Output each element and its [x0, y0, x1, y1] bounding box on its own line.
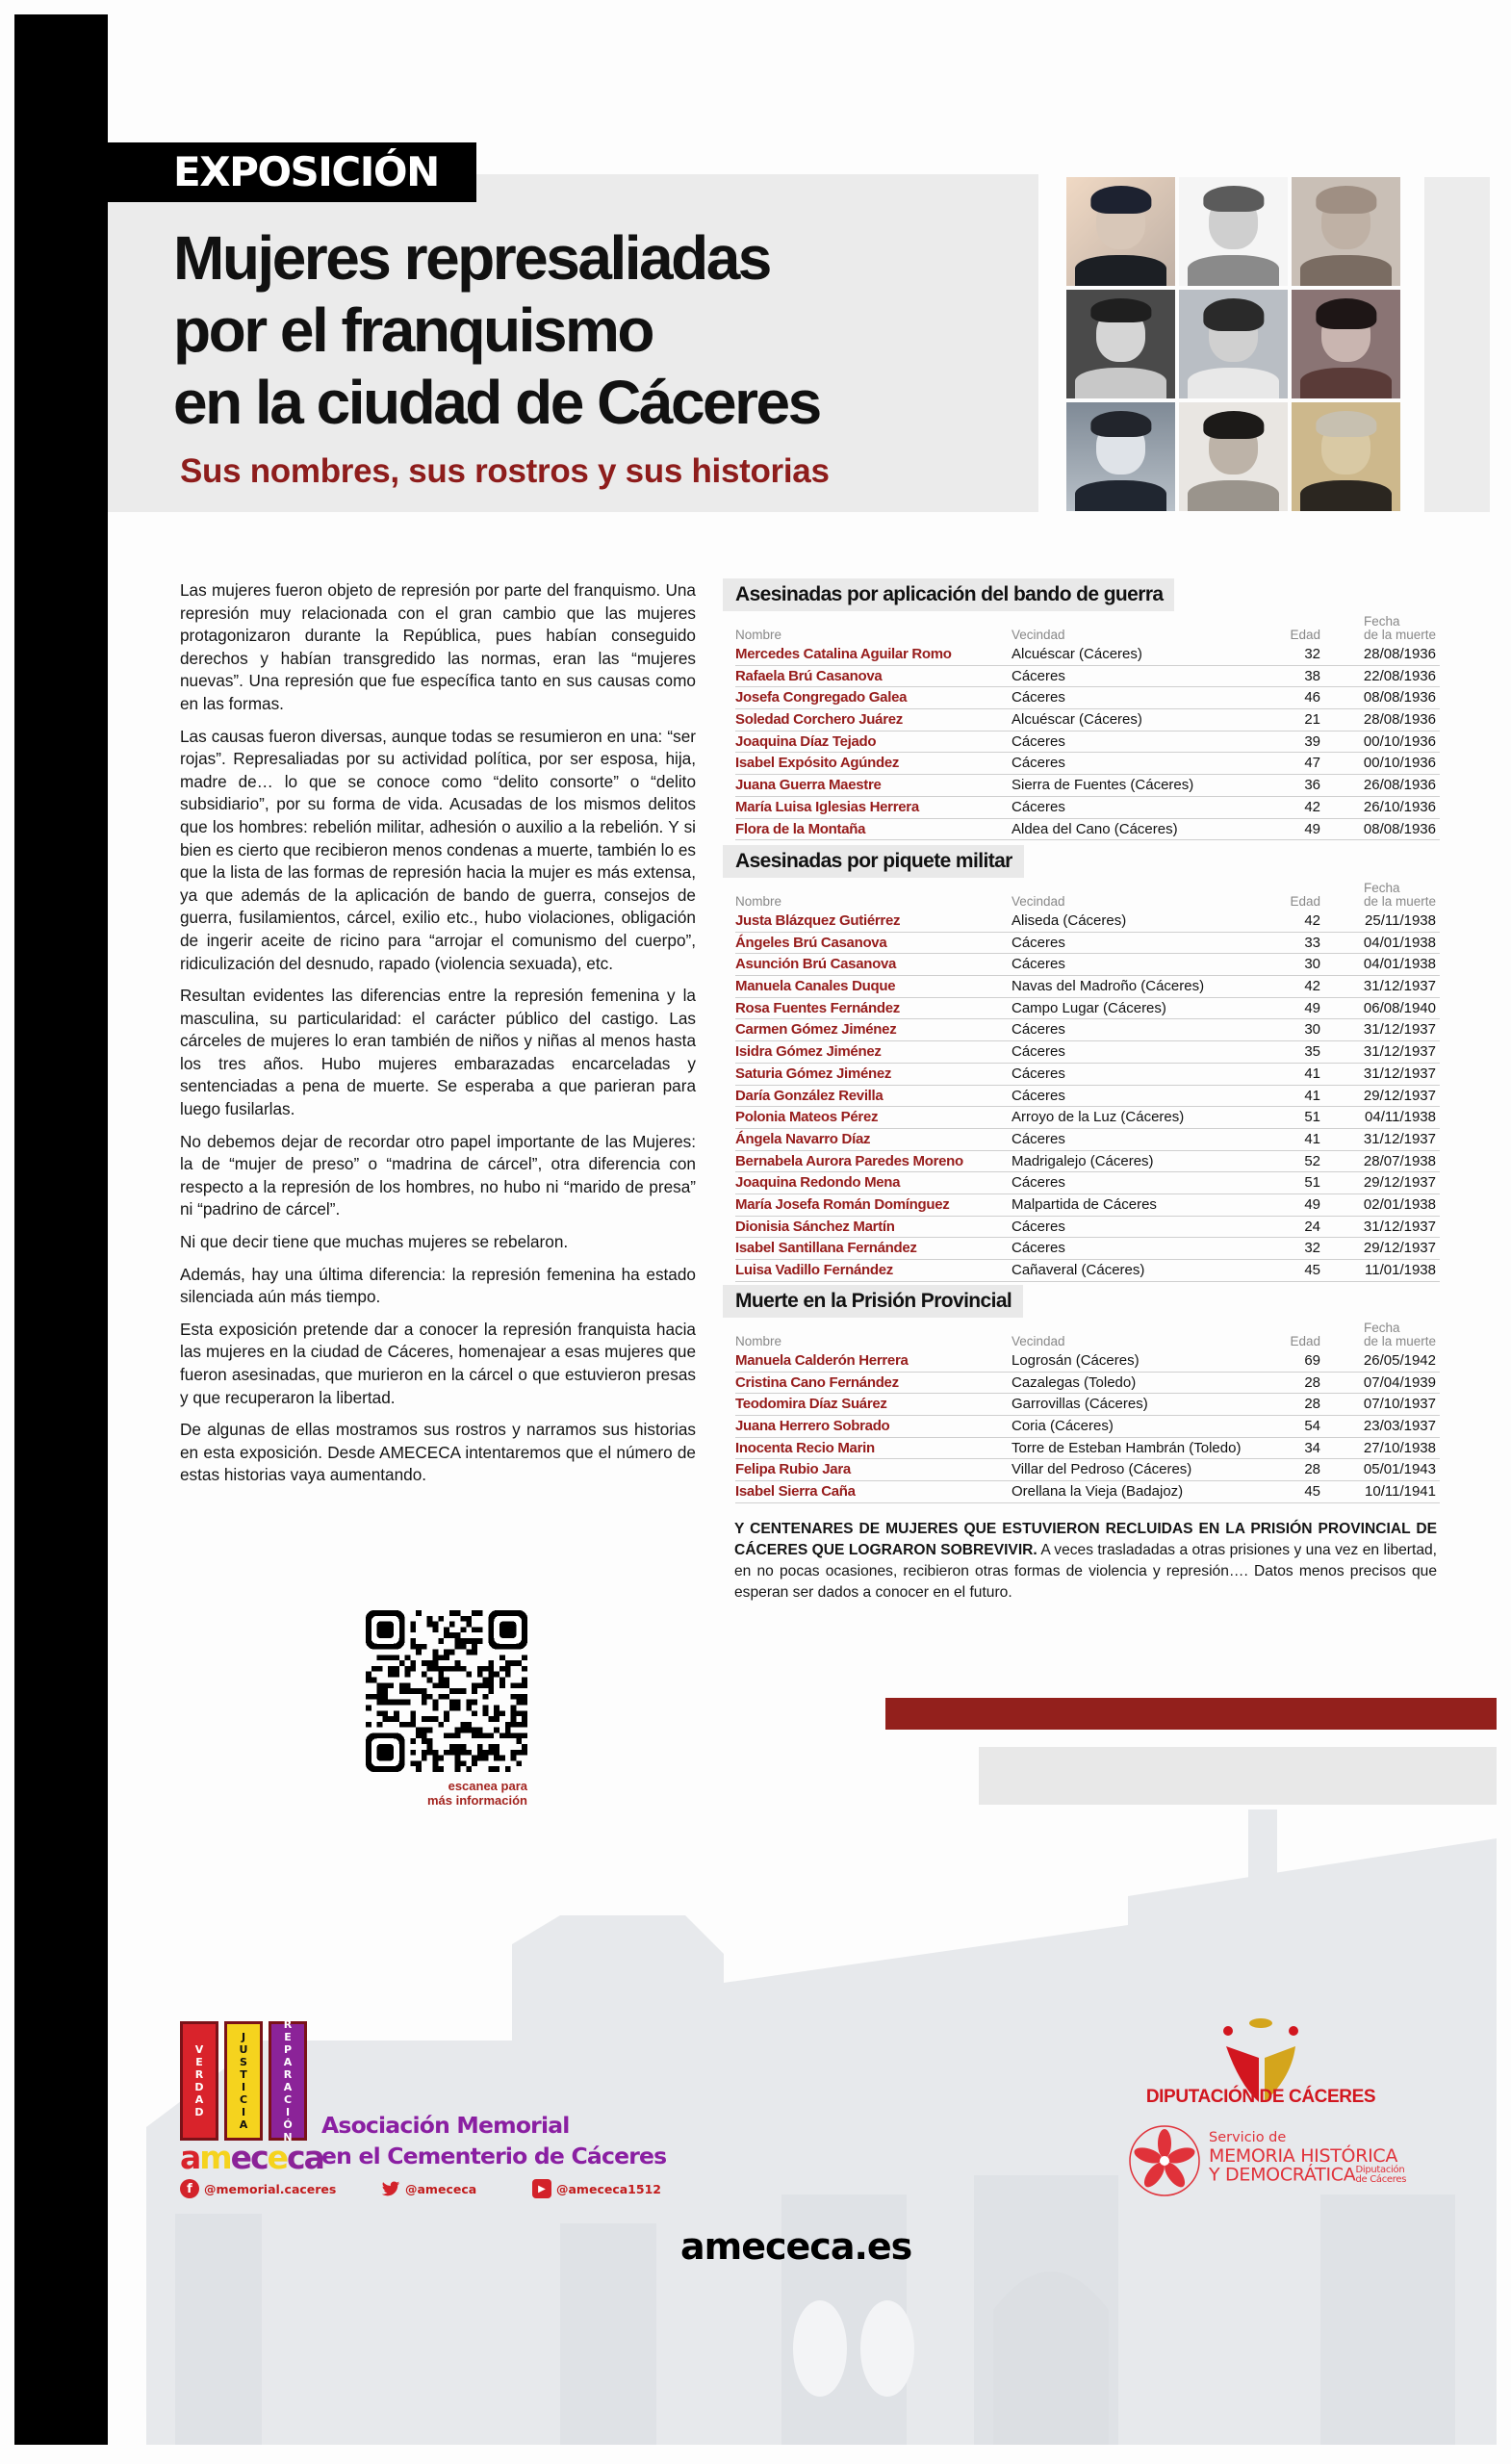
row-vecindad: Cáceres [1012, 1174, 1065, 1192]
column-nombre: Nombre [735, 628, 782, 642]
row-name: Polonia Mateos Pérez [735, 1109, 879, 1126]
column-nombre: Nombre [735, 894, 782, 909]
row-edad: 28 [1304, 1461, 1320, 1478]
portrait-photo [1292, 177, 1400, 286]
row-edad: 34 [1304, 1439, 1320, 1456]
row-vecindad: Cáceres [1012, 755, 1065, 772]
table-row [735, 1041, 1440, 1064]
facebook-link[interactable] [180, 2179, 336, 2198]
row-edad: 24 [1304, 1218, 1320, 1235]
table-row [735, 911, 1440, 933]
row-edad: 41 [1304, 1130, 1320, 1147]
row-name: Manuela Calderón Herrera [735, 1352, 909, 1369]
column-fecha-line-1: Fecha [1363, 614, 1400, 629]
table-row [735, 1086, 1440, 1108]
column-edad: Edad [1290, 894, 1320, 909]
column-fecha [1364, 1322, 1436, 1348]
row-edad: 36 [1304, 777, 1320, 794]
table-row [735, 998, 1440, 1020]
column-fecha-line-2: de la muerte [1363, 1334, 1436, 1348]
building-background-image [108, 1810, 1497, 2445]
column-fecha-line-2: de la muerte [1363, 894, 1436, 909]
memoria-sub-2: de Cáceres [1355, 2174, 1407, 2185]
table-piquete-militar [723, 845, 1440, 1282]
table-row [735, 1481, 1440, 1503]
association-name-line-1: Asociación Memorial [321, 2112, 570, 2139]
subtitle: Sus nombres, sus rostros y sus historias [180, 452, 830, 490]
memoria-line-3: Y DEMOCRÁTICA [1209, 2164, 1356, 2186]
row-name: Asunción Brú Casanova [735, 956, 897, 973]
row-vecindad: Cáceres [1012, 1240, 1065, 1257]
row-edad: 38 [1304, 667, 1320, 684]
title-line-1: Mujeres represaliadas [173, 223, 770, 293]
row-fecha: 23/03/1937 [1363, 1418, 1436, 1435]
row-fecha: 28/08/1936 [1363, 711, 1436, 729]
column-fecha [1364, 615, 1436, 642]
column-vecindad: Vecindad [1012, 894, 1065, 909]
memoria-historica-text [1209, 2129, 1406, 2185]
left-black-bar [14, 14, 108, 2445]
table-row [735, 1172, 1440, 1194]
closing-bold: Y CENTENARES DE MUJERES QUE ESTUVIERON RECLUIDAS EN LA PRISIÓN PROVINCIAL DE CÁCERES QUE LOGRARON SOBREVIVIR. [734, 1521, 1437, 1558]
portrait-photo [1292, 402, 1400, 511]
row-vecindad: Garrovillas (Cáceres) [1012, 1396, 1148, 1413]
table-bando-de-guerra [723, 578, 1440, 840]
row-fecha: 22/08/1936 [1363, 667, 1436, 684]
row-name: Rosa Fuentes Fernández [735, 999, 900, 1016]
table-row [735, 1438, 1440, 1460]
row-edad: 35 [1304, 1043, 1320, 1061]
row-name: Dionisia Sánchez Martín [735, 1218, 895, 1235]
row-fecha: 26/05/1942 [1363, 1352, 1436, 1369]
row-name: Juana Guerra Maestre [735, 777, 882, 794]
row-name: Isabel Santillana Fernández [735, 1240, 917, 1257]
row-fecha: 06/08/1940 [1363, 999, 1436, 1016]
row-edad: 51 [1304, 1109, 1320, 1126]
portrait-photo [1066, 290, 1175, 398]
column-fecha [1364, 882, 1436, 909]
row-name: Rafaela Brú Casanova [735, 667, 883, 684]
row-vecindad: Cáceres [1012, 1130, 1065, 1147]
youtube-icon: ▶ [532, 2179, 551, 2198]
table-row [735, 1416, 1440, 1438]
amececa-logo [180, 2018, 323, 2176]
table-row [735, 1107, 1440, 1129]
table-row [735, 954, 1440, 976]
column-edad: Edad [1290, 1334, 1320, 1348]
stripe-text: J U S T I C I A [239, 2031, 248, 2131]
row-fecha: 05/01/1943 [1363, 1461, 1436, 1478]
column-fecha-line-1: Fecha [1363, 881, 1400, 895]
row-vecindad: Cáceres [1012, 1218, 1065, 1235]
table-row [735, 1373, 1440, 1395]
row-edad: 52 [1304, 1152, 1320, 1169]
row-vecindad: Cáceres [1012, 1043, 1065, 1061]
portrait-grid [1066, 177, 1401, 512]
column-vecindad: Vecindad [1012, 1334, 1065, 1348]
row-vecindad: Cáceres [1012, 689, 1065, 706]
portrait-photo [1066, 402, 1175, 511]
qr-caption-line-1: escanea para [448, 1779, 527, 1793]
column-fecha-line-2: de la muerte [1363, 628, 1436, 642]
row-vecindad: Cáceres [1012, 934, 1065, 951]
row-name: Mercedes Catalina Aguilar Romo [735, 646, 952, 662]
row-edad: 21 [1304, 711, 1320, 729]
portrait-photo [1066, 177, 1175, 286]
row-vecindad: Cazalegas (Toledo) [1012, 1373, 1137, 1391]
column-fecha-line-1: Fecha [1363, 1321, 1400, 1335]
row-edad: 49 [1304, 820, 1320, 837]
table-section-title: Muerte en la Prisión Provincial [723, 1285, 1023, 1318]
amececa-logo-word: amececa [180, 2139, 323, 2176]
header-gray-strip [1424, 177, 1490, 512]
row-edad: 28 [1304, 1373, 1320, 1391]
row-edad: 32 [1304, 1240, 1320, 1257]
portrait-photo [1179, 177, 1288, 286]
row-edad: 54 [1304, 1418, 1320, 1435]
row-edad: 32 [1304, 646, 1320, 662]
row-edad: 39 [1304, 732, 1320, 750]
memoria-flower-icon [1126, 2122, 1203, 2199]
table-row [735, 819, 1440, 841]
row-name: Inocenta Recio Marin [735, 1439, 875, 1456]
column-vecindad: Vecindad [1012, 628, 1065, 642]
row-fecha: 25/11/1938 [1365, 912, 1436, 929]
table-row [735, 1394, 1440, 1416]
row-fecha: 29/12/1937 [1363, 1240, 1436, 1257]
qr-caption-line-2: más información [426, 1793, 527, 1808]
row-edad: 46 [1304, 689, 1320, 706]
row-fecha: 10/11/1941 [1365, 1483, 1436, 1501]
logo-stripe-verdad [180, 2021, 218, 2141]
row-edad: 42 [1304, 798, 1320, 815]
portrait-photo [1292, 290, 1400, 398]
row-fecha: 31/12/1937 [1363, 1130, 1436, 1147]
table-row [735, 644, 1440, 666]
table-prision-provincial [723, 1285, 1440, 1503]
row-fecha: 27/10/1938 [1363, 1439, 1436, 1456]
table-row [735, 1217, 1440, 1239]
stripe-text: R E P A R A C I Ó N [283, 2018, 293, 2143]
row-fecha: 04/11/1938 [1365, 1109, 1436, 1126]
intro-paragraph: Además, hay una última diferencia: la represión femenina ha estado silenciada aún más tiempo. [180, 1264, 696, 1307]
table-row [735, 775, 1440, 797]
row-fecha: 28/08/1936 [1363, 646, 1436, 662]
column-nombre: Nombre [735, 1334, 782, 1348]
row-edad: 42 [1304, 978, 1320, 995]
stripe-text: V E R D A D [194, 2043, 204, 2118]
facebook-icon: f [180, 2179, 199, 2198]
table-row [735, 1350, 1440, 1373]
row-name: Isabel Sierra Caña [735, 1483, 856, 1501]
row-fecha: 00/10/1936 [1363, 755, 1436, 772]
row-vecindad: Cáceres [1012, 1021, 1065, 1039]
row-edad: 49 [1304, 1195, 1320, 1213]
row-vecindad: Navas del Madroño (Cáceres) [1012, 978, 1205, 995]
row-vecindad: Cañaveral (Cáceres) [1012, 1262, 1145, 1278]
youtube-handle: @amececa1512 [556, 2181, 661, 2196]
title-line-3: en la ciudad de Cáceres [173, 368, 820, 437]
row-name: Joaquina Redondo Mena [735, 1174, 901, 1192]
intro-paragraph: Resultan evidentes las diferencias entre la represión femenina y la masculina, su particularidad: el carácter público del castigo. Las cárceles de mujeres lo eran también de niños y niñas al menos hasta los tres años. Hubo mujeres embarazadas encarceladas y sentenciadas a pena de muerte. Se esperaba a que parieran para luego fusilarlas. [180, 986, 696, 1119]
row-edad: 45 [1304, 1483, 1320, 1501]
row-edad: 42 [1304, 912, 1320, 929]
closing-paragraph [734, 1519, 1437, 1604]
qr-caption [366, 1779, 527, 1808]
closing-text: A veces trasladadas a otras prisiones y una vez en libertad, en no pocas ocasiones, recibieron otras formas de violencia y represión…. Datos menos precisos que esperan ser dados a conocer en el futuro. [734, 1542, 1437, 1601]
row-edad: 69 [1304, 1352, 1320, 1369]
row-fecha: 31/12/1937 [1363, 1218, 1436, 1235]
row-name: María Josefa Román Domínguez [735, 1195, 950, 1213]
row-name: Soledad Corchero Juárez [735, 711, 903, 729]
row-fecha: 07/10/1937 [1363, 1396, 1436, 1413]
row-fecha: 00/10/1936 [1363, 732, 1436, 750]
row-fecha: 31/12/1937 [1363, 1021, 1436, 1039]
table-row [735, 732, 1440, 754]
memoria-line-2: MEMORIA HISTÓRICA [1209, 2145, 1398, 2167]
row-fecha: 11/01/1938 [1365, 1262, 1436, 1278]
row-fecha: 31/12/1937 [1363, 978, 1436, 995]
table-row [735, 753, 1440, 775]
diputacion-name: DIPUTACIÓN DE CÁCERES [1145, 2087, 1376, 2107]
row-fecha: 29/12/1937 [1363, 1174, 1436, 1192]
intro-paragraph: Las causas fueron diversas, aunque todas se resumieron en una: “ser rojas”. Represaliadas por su actividad política, por ser esposa, hija, madre de… lo que se conoce como “delito consorte” o “delito subsidiario”, por su forma de vida. Acusadas de los mismos delitos que los hombres: rebelión militar, adhesión o auxilio a la rebelión. Y si bien es cierto que recibieron menos condenas a muerte, también lo es que la lista de las formas de represión hacia la mujer es más extensa, ya que además de la aplicación de bando de guerra, consejos de guerra, fusilamientos, cárcel, exilio etc., hubo violaciones, obligación de ingerir aceite de ricino para “arrojar el comunismo del cuerpo”, ridiculización del desnudo, rapado (violencia sexuada), etc. [180, 726, 696, 973]
row-fecha: 02/01/1938 [1363, 1195, 1436, 1213]
table-row [735, 1129, 1440, 1151]
table-row [735, 1238, 1440, 1260]
row-edad: 51 [1304, 1174, 1320, 1192]
row-name: Juana Herrero Sobrado [735, 1418, 890, 1435]
exposicion-label: EXPOSICIÓN [108, 142, 476, 202]
table-section-title: Asesinadas por aplicación del bando de guerra [723, 578, 1174, 611]
row-name: Saturia Gómez Jiménez [735, 1065, 892, 1082]
memoria-sub-1: Diputación [1355, 2165, 1405, 2175]
row-name: Justa Blázquez Gutiérrez [735, 912, 901, 929]
row-vecindad: Cáceres [1012, 798, 1065, 815]
portrait-photo [1179, 290, 1288, 398]
row-fecha: 31/12/1937 [1363, 1065, 1436, 1082]
row-vecindad: Sierra de Fuentes (Cáceres) [1012, 777, 1194, 794]
row-fecha: 07/04/1939 [1363, 1373, 1436, 1391]
table-column-headers [723, 611, 1440, 644]
table-row [735, 709, 1440, 732]
row-vecindad: Cáceres [1012, 667, 1065, 684]
row-name: Felipa Rubio Jara [735, 1461, 851, 1478]
twitter-link[interactable] [381, 2179, 476, 2198]
row-edad: 28 [1304, 1396, 1320, 1413]
row-name: Ángeles Brú Casanova [735, 934, 887, 951]
row-vecindad: Aliseda (Cáceres) [1012, 912, 1127, 929]
row-vecindad: Campo Lugar (Cáceres) [1012, 999, 1166, 1016]
row-edad: 41 [1304, 1087, 1320, 1104]
intro-paragraph: Las mujeres fueron objeto de represión por parte del franquismo. Una represión muy relacionada con el gran cambio que las mujeres protagonizaron durante la República, pues habían conseguido derechos y habían transgredido las normas, eran las “mujeres nuevas”. Una represión que fue específica tanto en sus causas como en las formas. [180, 580, 696, 713]
table-row [735, 797, 1440, 819]
row-edad: 49 [1304, 999, 1320, 1016]
row-name: Ángela Navarro Díaz [735, 1130, 871, 1147]
row-name: Carmen Gómez Jiménez [735, 1021, 897, 1039]
logo-stripe-reparacion [269, 2018, 307, 2143]
row-edad: 30 [1304, 1021, 1320, 1039]
row-name: Josefa Congregado Galea [735, 689, 908, 706]
row-name: Isidra Gómez Jiménez [735, 1043, 882, 1061]
row-fecha: 29/12/1937 [1363, 1087, 1436, 1104]
intro-paragraph: Esta exposición pretende dar a conocer la represión franquista hacia las mujeres en la ciudad de Cáceres, homenajear a esas mujeres que fueron asesinadas, que murieron en la cárcel o que estuvieron presas y que recuperaron la libertad. [180, 1319, 696, 1407]
row-vecindad: Cáceres [1012, 956, 1065, 973]
table-row [735, 1194, 1440, 1217]
table-row [735, 666, 1440, 688]
row-vecindad: Madrigalejo (Cáceres) [1012, 1152, 1154, 1169]
row-edad: 41 [1304, 1065, 1320, 1082]
table-section-title: Asesinadas por piquete militar [723, 845, 1024, 878]
row-vecindad: Alcuéscar (Cáceres) [1012, 646, 1142, 662]
table-row [735, 1151, 1440, 1173]
row-fecha: 04/01/1938 [1363, 956, 1436, 973]
row-fecha: 08/08/1936 [1363, 820, 1436, 837]
row-name: Cristina Cano Fernández [735, 1373, 899, 1391]
row-name: Flora de la Montaña [735, 820, 866, 837]
table-column-headers [723, 878, 1440, 911]
row-vecindad: Cáceres [1012, 1087, 1065, 1104]
row-fecha: 26/10/1936 [1363, 798, 1436, 815]
table-row [735, 976, 1440, 998]
row-vecindad: Villar del Pedroso (Cáceres) [1012, 1461, 1192, 1478]
table-row [735, 1260, 1440, 1282]
red-accent-bar [885, 1698, 1497, 1730]
intro-paragraph: Ni que decir tiene que muchas mujeres se rebelaron. [180, 1232, 569, 1252]
row-name: Teodomira Díaz Suárez [735, 1396, 887, 1413]
row-vecindad: Orellana la Vieja (Badajoz) [1012, 1483, 1184, 1501]
row-edad: 47 [1304, 755, 1320, 772]
row-edad: 33 [1304, 934, 1320, 951]
row-vecindad: Coria (Cáceres) [1012, 1418, 1114, 1435]
row-fecha: 08/08/1936 [1363, 689, 1436, 706]
row-vecindad: Cáceres [1012, 732, 1065, 750]
table-row [735, 687, 1440, 709]
memoria-line-1: Servicio de [1209, 2130, 1287, 2145]
facebook-handle: @memorial.caceres [204, 2181, 337, 2196]
row-edad: 30 [1304, 956, 1320, 973]
intro-text [180, 579, 696, 1497]
row-name: Manuela Canales Duque [735, 978, 896, 995]
logo-stripe-justicia [224, 2021, 263, 2141]
row-name: Bernabela Aurora Paredes Moreno [735, 1152, 963, 1169]
association-name [321, 2110, 666, 2171]
row-vecindad: Alcuéscar (Cáceres) [1012, 711, 1142, 729]
website-link[interactable]: amececa.es [680, 2225, 912, 2268]
association-name-line-2: en el Cementerio de Cáceres [321, 2143, 667, 2169]
row-vecindad: Malpartida de Cáceres [1012, 1195, 1157, 1213]
twitter-handle: @amececa [405, 2181, 477, 2196]
title-line-2: por el franquismo [173, 295, 653, 365]
row-name: Joaquina Díaz Tejado [735, 732, 877, 750]
row-name: María Luisa Iglesias Herrera [735, 798, 919, 815]
intro-paragraph: No debemos dejar de recordar otro papel importante de las Mujeres: la de “mujer de preso” o “madrina de cárcel”, otra diferencia con respecto a la represión de los hombres, no hubo ni “marido de presa” ni “padrino de cárcel”. [180, 1131, 696, 1219]
row-fecha: 28/07/1938 [1363, 1152, 1436, 1169]
qr-code-icon[interactable] [366, 1610, 527, 1772]
gray-accent-bar [979, 1747, 1497, 1805]
row-fecha: 26/08/1936 [1363, 777, 1436, 794]
portrait-photo [1179, 402, 1288, 511]
table-column-headers [723, 1318, 1440, 1350]
row-vecindad: Logrosán (Cáceres) [1012, 1352, 1140, 1369]
column-edad: Edad [1290, 628, 1320, 642]
row-name: Isabel Expósito Agúndez [735, 755, 900, 772]
row-vecindad: Arroyo de la Luz (Cáceres) [1012, 1109, 1185, 1126]
row-fecha: 04/01/1938 [1363, 934, 1436, 951]
table-row [735, 1019, 1440, 1041]
youtube-link[interactable] [532, 2179, 661, 2198]
row-vecindad: Aldea del Cano (Cáceres) [1012, 820, 1178, 837]
table-row [735, 1459, 1440, 1481]
intro-paragraph: De algunas de ellas mostramos sus rostros y narramos sus historias en esta exposición. Desde AMECECA intentaremos que el número de estas historias vaya aumentando. [180, 1420, 696, 1485]
twitter-icon [381, 2179, 400, 2198]
row-edad: 45 [1304, 1262, 1320, 1278]
row-name: Luisa Vadillo Fernández [735, 1262, 893, 1278]
row-name: Daría González Revilla [735, 1087, 884, 1104]
row-vecindad: Cáceres [1012, 1065, 1065, 1082]
row-fecha: 31/12/1937 [1363, 1043, 1436, 1061]
table-row [735, 1064, 1440, 1086]
table-row [735, 933, 1440, 955]
row-vecindad: Torre de Esteban Hambrán (Toledo) [1012, 1439, 1242, 1456]
